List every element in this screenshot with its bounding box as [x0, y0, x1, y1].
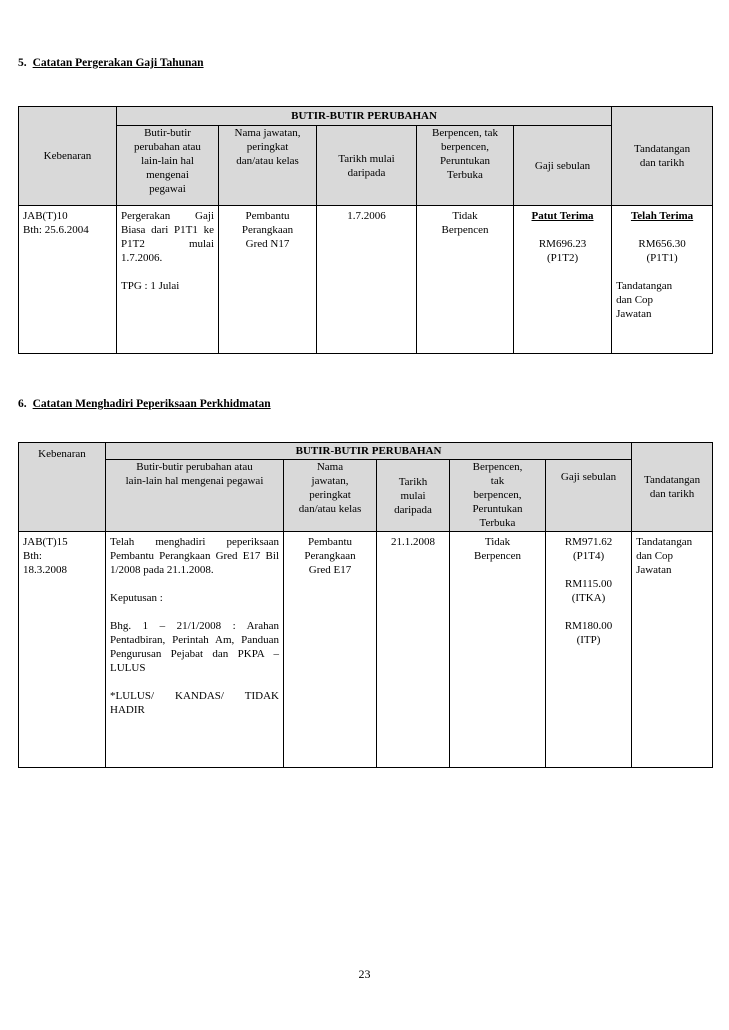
section-5-number: 5.	[18, 57, 27, 69]
header-kebenaran: Kebenaran	[19, 107, 117, 206]
header-gaji: Gaji sebulan	[514, 126, 612, 206]
cell-tarikh: 1.7.2006	[317, 206, 417, 354]
section-6-heading	[18, 398, 271, 410]
cell-tandatangan: Tandatangan dan Cop Jawatan	[632, 532, 713, 768]
header-tandatangan: Tandatangan dan tarikh	[632, 443, 713, 532]
exam-record-table	[18, 442, 713, 768]
header-tarikh: Tarikh mulai daripada	[317, 126, 417, 206]
header-nama-jawatan: Nama jawatan, peringkat dan/atau kelas	[284, 460, 377, 532]
cell-tarikh: 21.1.2008	[377, 532, 450, 768]
cell-gaji: RM971.62 (P1T4) RM115.00 (ITKA) RM180.00 (ITP)	[546, 532, 632, 768]
cell-kebenaran: JAB(T)15 Bth: 18.3.2008	[19, 532, 106, 768]
header-berpencen: Berpencen, tak berpencen, Peruntukan Terbuka	[450, 460, 546, 532]
cell-butir: Telah menghadiri peperiksaan Pembantu Perangkaan Gred E17 Bil 1/2008 pada 21.1.2008. Keputusan : Bhg. 1 – 21/1/2008 : Arahan Pentadbiran, Perintah Am, Panduan Pengurusan Pejabat dan PKPA – LULUS *LULUS/ KANDAS/ TIDAK HADIR	[106, 532, 284, 768]
section-6-number: 6.	[18, 398, 27, 410]
cell-tandatangan: Telah Terima RM656.30 (P1T1) Tandatangan dan Cop Jawatan	[612, 206, 713, 354]
header-butir: Butir-butir perubahan atau lain-lain hal mengenai pegawai	[117, 126, 219, 206]
header-butir: Butir-butir perubahan atau lain-lain hal mengenai pegawai	[106, 460, 284, 532]
section-5-title: Catatan Pergerakan Gaji Tahunan	[32, 57, 204, 69]
header-nama-jawatan: Nama jawatan, peringkat dan/atau kelas	[219, 126, 317, 206]
page-number: 23	[358, 967, 371, 981]
table-row	[19, 532, 713, 768]
salary-movement-table	[18, 106, 713, 354]
cell-kebenaran: JAB(T)10 Bth: 25.6.2004	[19, 206, 117, 354]
table-row	[19, 206, 713, 354]
header-kebenaran: Kebenaran	[19, 443, 106, 532]
patut-terima-label: Patut Terima	[531, 210, 594, 222]
cell-berpencen: Tidak Berpencen	[417, 206, 514, 354]
cell-nama-jawatan: Pembantu Perangkaan Gred N17	[219, 206, 317, 354]
header-tarikh: Tarikh mulai daripada	[377, 460, 450, 532]
header-berpencen: Berpencen, tak berpencen, Peruntukan Terbuka	[417, 126, 514, 206]
header-gaji: Gaji sebulan	[546, 460, 632, 532]
group-header: BUTIR-BUTIR PERUBAHAN	[117, 107, 612, 126]
section-5-heading	[18, 57, 204, 69]
cell-nama-jawatan: Pembantu Perangkaan Gred E17	[284, 532, 377, 768]
cell-berpencen: Tidak Berpencen	[450, 532, 546, 768]
cell-butir: Pergerakan Gaji Biasa dari P1T1 ke P1T2 mulai 1.7.2006. TPG : 1 Julai	[117, 206, 219, 354]
header-tandatangan: Tandatangan dan tarikh	[612, 107, 713, 206]
telah-terima-label: Telah Terima	[630, 210, 694, 222]
section-6-title: Catatan Menghadiri Peperiksaan Perkhidmatan	[32, 398, 271, 410]
group-header: BUTIR-BUTIR PERUBAHAN	[106, 443, 632, 460]
cell-gaji: Patut Terima RM696.23 (P1T2)	[514, 206, 612, 354]
